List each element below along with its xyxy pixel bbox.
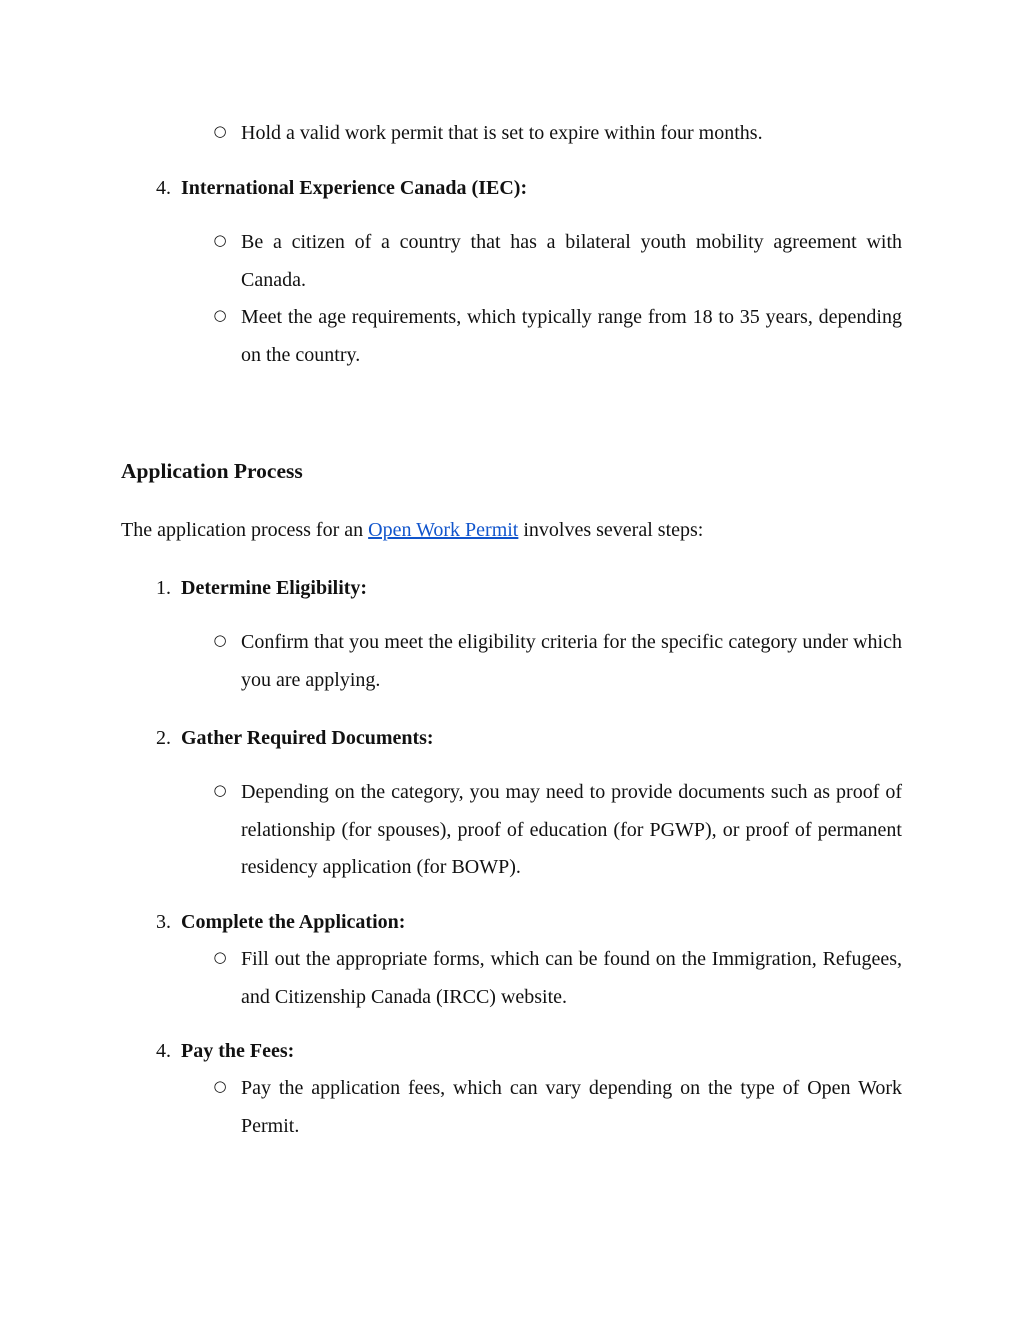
bullet-text: Pay the application fees, which can vary depending on the type of Open Work Permit. bbox=[241, 1077, 902, 1137]
list-number: 3. bbox=[156, 911, 171, 933]
bullet-text: Fill out the appropriate forms, which can be found on the Immigration, Refugees, and Citizenship Canada (IRCC) website. bbox=[241, 948, 902, 1008]
bullet-icon: ○ bbox=[213, 948, 227, 966]
bullet-text: Be a citizen of a country that has a bilateral youth mobility agreement with Canada. bbox=[241, 231, 902, 291]
section-heading: Application Process bbox=[121, 459, 303, 483]
list-item-title: Complete the Application: bbox=[181, 911, 406, 933]
bullet-text: Depending on the category, you may need to provide documents such as proof of relationship (for spouses), proof of education (for PGWP), or proof of permanent residency application (for BOWP). bbox=[241, 781, 902, 878]
bullet-icon: ○ bbox=[213, 781, 227, 799]
bullet-text: Meet the age requirements, which typically range from 18 to 35 years, depending on the country. bbox=[241, 306, 902, 366]
list-number: 1. bbox=[156, 577, 171, 599]
open-work-permit-link[interactable]: Open Work Permit bbox=[368, 519, 519, 541]
bullet-icon: ○ bbox=[213, 631, 227, 649]
bullet-icon: ○ bbox=[213, 1077, 227, 1095]
intro-paragraph bbox=[121, 519, 703, 542]
list-number: 4. bbox=[156, 1040, 171, 1062]
list-item-title: Gather Required Documents: bbox=[181, 727, 434, 749]
bullet-icon: ○ bbox=[213, 122, 227, 140]
bullet-icon: ○ bbox=[213, 306, 227, 324]
bullet-text: Hold a valid work permit that is set to expire within four months. bbox=[241, 122, 763, 144]
list-item-title: Pay the Fees: bbox=[181, 1040, 295, 1062]
list-number: 4. bbox=[156, 177, 171, 199]
list-item-title: Determine Eligibility: bbox=[181, 577, 368, 599]
intro-text-before: The application process for an bbox=[121, 519, 369, 541]
bullet-icon: ○ bbox=[213, 231, 227, 249]
list-number: 2. bbox=[156, 727, 171, 749]
bullet-text: Confirm that you meet the eligibility criteria for the specific category under which you are applying. bbox=[241, 631, 902, 691]
intro-text-after: involves several steps: bbox=[518, 519, 704, 541]
list-item-title: International Experience Canada (IEC): bbox=[181, 177, 528, 199]
